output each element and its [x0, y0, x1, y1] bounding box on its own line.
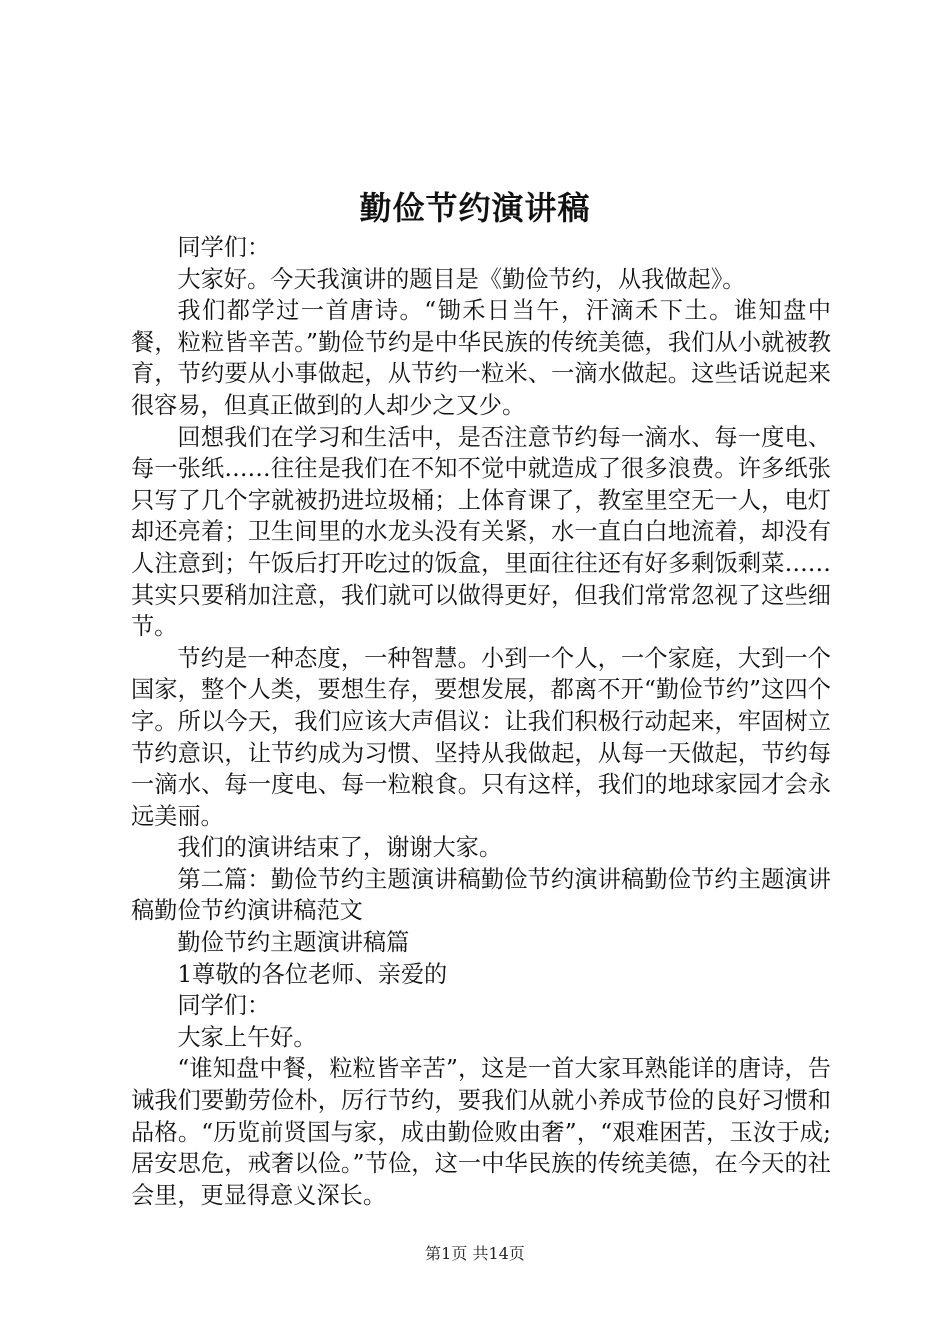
paragraph: 勤俭节约主题演讲稿篇: [177, 929, 410, 957]
paragraph: 1尊敬的各位老师、亲爱的: [177, 960, 448, 988]
paragraph: 大家好。今天我演讲的题目是《勤俭节约，从我做起》。: [177, 265, 746, 293]
page-footer: 第1页 共14页: [425, 1244, 525, 1263]
paragraph: 我们的演讲结束了，谢谢大家。: [177, 834, 503, 862]
paragraph: 回想我们在学习和生活中，是否注意节约每一滴水、每一度电、每一张纸……往往是我们在不知不觉中就造成了很多浪费。许多纸张只写了几个字就被扔进垃圾桶；上体育课了，教室里空无一人，电灯却还亮着；卫生间里的水龙头没有关紧，水一直白白地流着，却没有人注意到；午饭后打开吃过的饭盒，里面往往还有好多剩饭剩菜……其实只要稍加注意，我们就可以做得更好，但我们常常忽视了这些细节。: [131, 423, 831, 641]
document-title: 勤俭节约演讲稿: [359, 189, 591, 227]
paragraph: 大家上午好。: [177, 1023, 317, 1051]
paragraph: 我们都学过一首唐诗。“锄禾日当午，汗滴禾下土。谁知盘中餐，粒粒皆辛苦。”勤俭节约是中华民族的传统美德，我们从小就被教育，节约要从小事做起，从节约一粒米、一滴水做起。这些话说起来很容易，但真正做到的人却少之又少。: [131, 297, 831, 419]
paragraph: 节约是一种态度，一种智慧。小到一个人，一个家庭，大到一个国家，整个人类，要想生存，要想发展，都离不开“勤俭节约”这四个字。所以今天，我们应该大声倡议：让我们积极行动起来，牢固树立节约意识，让节约成为习惯、坚持从我做起，从每一天做起，节约每一滴水、每一度电、每一粒粮食。只有这样，我们的地球家园才会永远美丽。: [131, 644, 831, 830]
paragraph: 同学们：: [177, 992, 271, 1020]
paragraph: 同学们：: [177, 234, 271, 261]
paragraph: “谁知盘中餐，粒粒皆辛苦”，这是一首大家耳熟能详的唐诗，告诫我们要勤劳俭朴，厉行节约，要我们从就小养成节俭的良好习惯和品格。“历览前贤国与家，成由勤俭败由奢”，“艰难困苦，玉汝于成;居安思危，戒奢以俭。”节俭，这一中华民族的传统美德，在今天的社会里，更显得意义深长。: [131, 1055, 831, 1209]
document-body: [131, 232, 831, 1211]
paragraph: 第二篇：勤俭节约主题演讲稿勤俭节约演讲稿勤俭节约主题演讲稿勤俭节约演讲稿范文: [131, 865, 831, 925]
